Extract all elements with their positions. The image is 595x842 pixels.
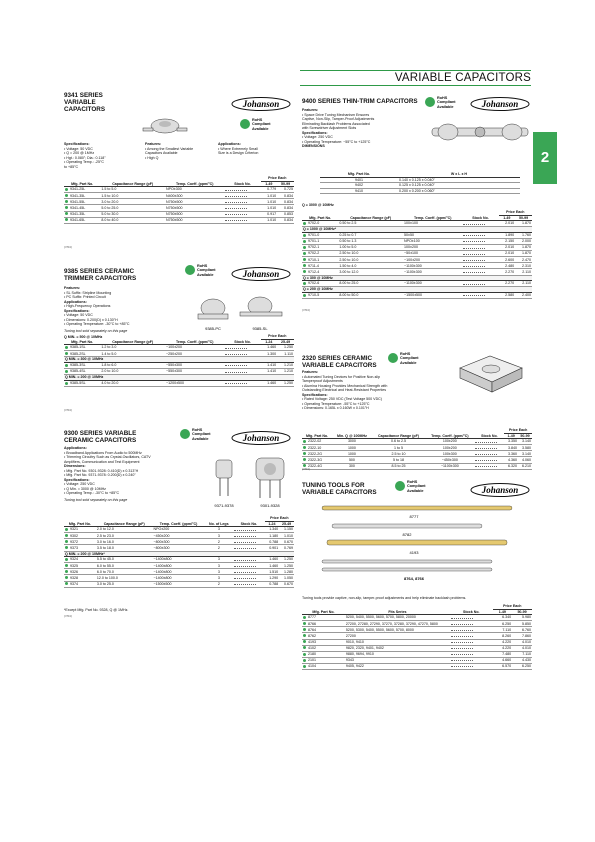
rohs-icon: [240, 119, 250, 129]
table-row[interactable]: 9385-2SL 1.4 to 5.0 −250±200 1.300 1.110: [64, 351, 294, 357]
table-row[interactable]: 2101 9343 4.660 4.430: [302, 657, 532, 663]
rohs-badge-2320: RoHS Compliant Available: [388, 352, 419, 365]
johanson-logo: [469, 482, 531, 498]
table-row[interactable]: 9321 2.0 to 12.0 NPO±200 3 1.340 1.150: [64, 527, 294, 533]
table-row[interactable]: 4193 9010, 9410 4.220 4.010: [302, 639, 532, 645]
svg-text:Johanson: Johanson: [242, 99, 280, 109]
table-row[interactable]: 2322-4G 300 8.5 to 25 −1100±300 6.320 6.210: [302, 463, 532, 469]
svg-text:Johanson: Johanson: [242, 433, 280, 443]
dimensions-table-9400: Mfg. Part No. W x L x H 9401 0.140 x 0.125 x 0.040" 9402 0.125 x 0.125 x 0.040" 9410 0.200 x 0.200 x 0.060": [320, 172, 520, 194]
table-row[interactable]: 9702-1 1.00 to 5.0 100±200 2.010 1.870: [302, 245, 532, 251]
svg-text:9385-PC: 9385-PC: [205, 326, 221, 331]
svg-text:8782: 8782: [402, 532, 412, 537]
details-9385: Features: • SL Suffix: Stripline Mounting • PC Suffix: Printed Circuit Applications: • High-Frequency Operations Specifications: • Voltage: 50 VDC • Dimensions: 0.200(D) x 0.130"H • Operating Temperature: -30°C to +85°C Tuning tool sold separately on this page Q MIN. = 500 @ 10MHz: [64, 286, 130, 339]
table-row[interactable]: 9702-0 0.50 to 2.5 100±100 2.010 1.870: [302, 221, 532, 227]
table-row[interactable]: 9341-25L 1.5 to 5.0 NPO±300 0.779 0.725: [64, 187, 294, 193]
table-row[interactable]: 9341-45L 5.0 to 25.0 N750±500 1.010 0.834: [64, 205, 294, 211]
table-row[interactable]: 9701-0 0.25 to 0.7 50±50 1.890 1.760: [302, 232, 532, 238]
table-row[interactable]: 8777 5200, 5400, 5500, 5600, 5700, 5800, 20000 6.340 5.980: [302, 615, 532, 621]
table-row[interactable]: 9710-5 8.00 to 50.0 −1500±500 2.580 2.400: [302, 292, 532, 298]
footnote-9300: *Except Mfg. Part No. 9328, Q @ 1MHz.: [64, 608, 129, 612]
rohs-icon: [395, 481, 405, 491]
svg-text:8777: 8777: [409, 514, 419, 519]
title-2320: 2320 SERIES CERAMIC VARIABLE CAPACITORS: [302, 355, 377, 370]
table-row: 9402 0.125 x 0.125 x 0.040": [320, 183, 520, 189]
rohs-badge-9341: RoHS Compliant Available: [240, 118, 271, 131]
table-row: 9401 0.140 x 0.125 x 0.040": [320, 177, 520, 183]
table-row[interactable]: 9372 3.0 to 16.0 −800±300 2 0.788 0.670: [64, 539, 294, 545]
section-header: [300, 70, 531, 86]
code-2320: (7/04): [302, 467, 310, 471]
svg-text:Johanson: Johanson: [481, 99, 519, 109]
rohs-icon: [388, 353, 398, 363]
svg-text:8764, 8766: 8764, 8766: [403, 576, 425, 581]
q-line-9400: Q = 3000 @ 10MHz: [302, 203, 334, 207]
table-tools: Mfg. Part No. Fits Series Stock No. Price Each 1-49 50-99 8777 5200, 5400, 5500, 5600, 5700, 5800, 20000 6.340 5.980 8766 27200, 27280, 27290, 37270, 37280, 37290, 47270, 5800 6.250 5.850 8764 5200, 5300, 5400, 5500, 5600, 5700, 8000 7.110 6.760 8762 27200 8.260 7.860 4193 9010, 9410 4.220 4.010 4102 9820, 2320, 9401, 9402 4.220 4.010 2180 9880, 9694, 9910 7.480 7.110 2101 9343 4.660 4.430 4104 9405, 9422 6.570 6.250: [302, 604, 532, 670]
code-9300: (7/04): [64, 614, 72, 618]
table-2320: Mfg. Part No. Min. Q @ 100MHz Capacitance Range (pF) Temp. Coeff. (ppm/°C) Stock No. Price Each 1-49 50-99 2322-02 3000 0.6 to 2.5 100±200 3.350 3.140 2322-10 1000 1 to 5 100±200 3.840 3.580 2322-2G 1000 2.5 to 10 100±300 3.360 3.140 2322-3G 500 5 to 18 −450±300 4.360 4.060 2322-4G 300 8.5 to 25 −1100±300 6.320 6.210: [302, 428, 532, 470]
table-9385: Mfg. Part No. Capacitance Range (pF) Temp. Coeff. (ppm/°C) Stock No. Price Each 1-24 25-49 9385-1SL 1.2 to 3.0 −100±200 1.460 1.250 9385-2SL 1.4 to 5.0 −250±200 1.300 1.110 Q MIN. = 300 @ 10MHz 9385-3SL 1.8 to 6.0 −550±300 1.410 1.210 9385-4SL 2.0 to 10.0 −550±300 1.410 1.210 Q MIN. = 200 @ 10MHz 9385-5SL 4.0 to 20.0 −1200±500 1.460 1.250: [65, 334, 293, 385]
johanson-logo: [230, 266, 292, 282]
rohs-icon: [180, 429, 190, 439]
title-9341: 9341 SERIES VARIABLE CAPACITORS: [64, 92, 106, 114]
code-9400: (7/04): [302, 308, 310, 312]
table-row[interactable]: 9702-6 8.00 to 25.0 −1100±300 2.270 2.110: [302, 281, 532, 287]
rohs-icon: [185, 265, 195, 275]
capacitor-9400-image: [430, 116, 530, 150]
rohs-icon: [425, 97, 435, 107]
table-row[interactable]: 8764 5200, 5300, 5400, 5500, 5600, 5700, 8000 7.110 6.760: [302, 627, 532, 633]
table-row[interactable]: 9712-4 3.00 to 12.0 −1100±300 2.270 2.110: [302, 269, 532, 275]
table-row[interactable]: 9385-4SL 2.0 to 10.0 −550±300 1.410 1.210: [64, 369, 294, 375]
tools-caption: Tuning tools provide captive, non-slip, tamper-proof adjustments and help eliminate backlash problems.: [302, 596, 467, 600]
rohs-badge-tools: RoHS Compliant Available: [395, 480, 426, 493]
applications-9341: Applications: • Where Extremely Small Size is a Design Criterion: [218, 142, 259, 155]
table-row[interactable]: 9373 3.5 to 18.0 −800±300 2 0.901 0.769: [64, 545, 294, 551]
table-row[interactable]: 4102 9820, 2320, 9401, 9402 4.220 4.010: [302, 645, 532, 651]
table-row[interactable]: 2322-2G 1000 2.5 to 10 100±300 3.360 3.140: [302, 451, 532, 457]
details-9300: Applications: • Broadband Applications From Audio to 500MHz • Trimming Circuitry Such as Crystal-Oscillators, CATV Amplifiers, Communication and Test Equipment Dimensions: • Mfg. Part No. 9301-9328: 0.410(D) x 0.313"H • Mfg. Part No. 9371-9378: 0.200(D) x 0.240" Specifications: • Voltage: 250 VDC • Q Min. = 3000 @ 10MHz • Operating Temp.: -30°C to +85°C Tuning tool sold separately on this page: [64, 446, 151, 502]
capacitor-9341-image: [140, 112, 190, 140]
table-row[interactable]: 9374 3.0 to 25.0 −1500±500 2 0.788 0.670: [64, 581, 294, 587]
table-row[interactable]: 9341-35L 5.0 to 30.0 N750±500 0.917 0.853: [64, 211, 294, 217]
table-9341: Mfg. Part No. Capacitance Range (pF) Temp. Coeff. (ppm/°C) Stock No. Price Each 1-49 50-99 9341-25L 1.5 to 5.0 NPO±300 0.779 0.725 9341-35L 1.5 to 10.0 N400±300 1.010 0.834 9341-55L 3.0 to 20.0 N750±500 1.010 0.834 9341-45L 5.0 to 25.0 N750±500 1.010 0.834 9341-35L 5.0 to 30.0 N750±500 0.917 0.853 9341-65L 8.0 to 40.0 N750±500 1.010 0.834: [64, 176, 294, 224]
title-9300: 9300 SERIES VARIABLE CERAMIC CAPACITORS: [64, 430, 137, 445]
header-title: VARIABLE CAPACITORS: [394, 72, 531, 84]
johanson-logo: [469, 96, 531, 112]
title-9400: 9400 SERIES THIN-TRIM CAPACITORS: [302, 98, 418, 105]
table-row[interactable]: 2322-3G 500 5 to 18 −450±300 4.360 4.060: [302, 457, 532, 463]
johanson-logo: [230, 96, 292, 112]
table-row[interactable]: 2322-10 1000 1 to 5 100±200 3.840 3.580: [302, 445, 532, 451]
table-row[interactable]: 9710-1 2.50 to 10.0 −100±200 2.600 2.470: [302, 257, 532, 263]
table-row[interactable]: 2322-02 3000 0.6 to 2.5 100±200 3.350 3.140: [302, 439, 532, 445]
table-row[interactable]: 2180 9880, 9694, 9910 7.480 7.110: [302, 651, 532, 657]
tuning-tools-image: [302, 498, 532, 592]
svg-text:4193: 4193: [409, 550, 419, 555]
chapter-tab[interactable]: [533, 132, 557, 184]
title-tools: TUNING TOOLS FOR VARIABLE CAPACITORS: [302, 482, 377, 497]
capacitor-9385-image: [188, 290, 288, 332]
table-row[interactable]: 9326 6.0 to 70.0 −1400±800 3 1.510 1.280: [64, 569, 294, 575]
svg-text:9371-9378: 9371-9378: [214, 503, 234, 508]
code-9385: (7/04): [64, 408, 72, 412]
table-row[interactable]: 9385-5SL 4.0 to 20.0 −1200±500 1.460 1.250: [64, 380, 294, 386]
table-row[interactable]: 9385-3SL 1.8 to 6.0 −550±300 1.410 1.210: [64, 362, 294, 368]
table-row[interactable]: 9341-35L 1.5 to 10.0 N400±300 1.010 0.834: [64, 193, 294, 199]
table-row[interactable]: 9701-1 0.50 to 1.3 NPO±100 2.150 2.000: [302, 238, 532, 244]
table-row[interactable]: 9328 12.0 to 100.0 −1400±800 3 1.290 1.050: [64, 575, 294, 581]
rohs-badge-9385: RoHS Compliant Available: [185, 264, 216, 277]
table-row[interactable]: 9702-2 2.50 to 10.0 −50±100 2.010 1.870: [302, 251, 532, 257]
rohs-badge-9300: RoHS Compliant Available: [180, 428, 211, 441]
capacitor-2320-image: [450, 350, 530, 400]
features-9341: Features: • Among the Smallest Variable Capacitors Available • High Q: [145, 142, 194, 160]
capacitor-9300-image: [208, 452, 293, 510]
table-row[interactable]: 9302 2.5 to 23.0 −450±200 3 1.180 1.010: [64, 533, 294, 539]
specs-9341: Specifications: • Voltage: 50 VDC • Q = 200 @ 1MHz • Hgt.: 0.080"; Dia.: 0.118" • Operating Temp.: -25°C to +85°C: [64, 142, 106, 169]
svg-text:9385-SL: 9385-SL: [252, 326, 268, 331]
svg-text:Johanson: Johanson: [481, 485, 519, 495]
table-9300: Mfg. Part No. Capacitance Range (pF) Temp. Coeff. (ppm/°C) No. of Legs Stock No. Price Each 1-24 25-49 9321 2.0 to 12.0 NPO±200 3 1.340 1.150 9302 2.5 to 23.0 −450±200 3 1.180 1.010 9372 3.0 to 16.0 −800±300 2 0.788 0.670 9373 3.5 to 18.0 −800±300 2 0.901 0.769 Q MIN. = 200 @ 10MHz* 9324 5.5 to 45.0 −1400±800 3 1.460 1.250 9325 6.0 to 55.0 −1400±800 3 1.460 1.250 9326 6.0 to 70.0 −1400±800 3 1.510 1.280 9328 12.0 to 100.0 −1400±800 3 1.290 1.050 9374 3.0 to 25.0 −1500±500 2 0.788 0.670: [65, 516, 293, 586]
table-row[interactable]: 9385-1SL 1.2 to 3.0 −100±200 1.460 1.250: [64, 345, 294, 351]
table-row[interactable]: 4104 9405, 9422 6.570 6.250: [302, 663, 532, 669]
details-2320: Features: • Automated Tuning Devices for Positive Non-slip Tamperproof Adjustments • Alumina Housing Provides Mechanical Strength with Outstanding Electrical and Heat-Resistant Properties Specifications: • Rated Voltage: 250 VDC (Test Voltage 500 VDC) • Operating Temperature: -55°C to +125°C • Dimensions: 0.165L x 0.160W x 0.101"H: [302, 370, 388, 410]
rohs-badge-9400: RoHS Compliant Available: [425, 96, 456, 109]
table-row[interactable]: 8762 27200 8.260 7.860: [302, 633, 532, 639]
table-row[interactable]: 9324 5.5 to 45.0 −1400±800 3 1.460 1.250: [64, 557, 294, 563]
code-9341: (7/04): [64, 245, 72, 249]
table-9400: Mfg. Part No. Capacitance Range (pF) Temp. Coeff. (ppm/°C) Stock No. Price Each 1-49 50-99 9702-0 0.50 to 2.5 100±100 2.010 1.870 Q = 1000 @ 10MHz* 9701-0 0.25 to 0.7 50±50 1.890 1.760 9701-1 0.50 to 1.3 NPO±100 2.150 2.000 9702-1 1.00 to 5.0 100±200 2.010 1.870 9702-2 2.50 to 10.0 −50±100 2.010 1.870 9710-1 2.50 to 10.0 −100±200 2.600 2.470 9711-4 1.50 to 4.0 −1100±300 2.480 2.310 9712-4 3.00 to 12.0 −1100±300 2.270 2.110 Q = 300 @ 10MHz 9702-6 8.00 to 25.0 −1100±300 2.270 2.110 Q = 200 @ 10MHz 9710-5 8.00 to 50.0 −1500±500 2.580 2.400: [303, 210, 531, 298]
chapter-number: 2: [540, 149, 550, 166]
table-row[interactable]: 8766 27200, 27280, 27290, 37270, 37280, 37290, 47270, 5800 6.250 5.850: [302, 621, 532, 627]
title-9385: 9385 SERIES CERAMIC TRIMMER CAPACITORS: [64, 268, 137, 283]
table-row[interactable]: 9325 6.0 to 55.0 −1400±800 3 1.460 1.250: [64, 563, 294, 569]
table-row[interactable]: 9341-55L 3.0 to 20.0 N750±500 1.010 0.834: [64, 199, 294, 205]
svg-text:Johanson: Johanson: [242, 269, 280, 279]
svg-text:9301-9328: 9301-9328: [260, 503, 280, 508]
table-row[interactable]: 9341-65L 8.0 to 40.0 N750±500 1.010 0.834: [64, 217, 294, 223]
johanson-logo: [230, 430, 292, 446]
table-row: 9410 0.200 x 0.200 x 0.060": [320, 188, 520, 194]
table-row[interactable]: 9711-4 1.50 to 4.0 −1100±300 2.480 2.310: [302, 263, 532, 269]
details-9400: Features: • Space Drive Tuning Mechanism Ensures Captive, Non-Slip, Tamper-Proof Adjustments Eliminating Backlash Problems Associated with Screwdriver Adjustment Slots Specifications: • Voltage: 250 VDC • Operating Temperature: −55°C to +125°C DIMENSIONS: [302, 108, 375, 148]
